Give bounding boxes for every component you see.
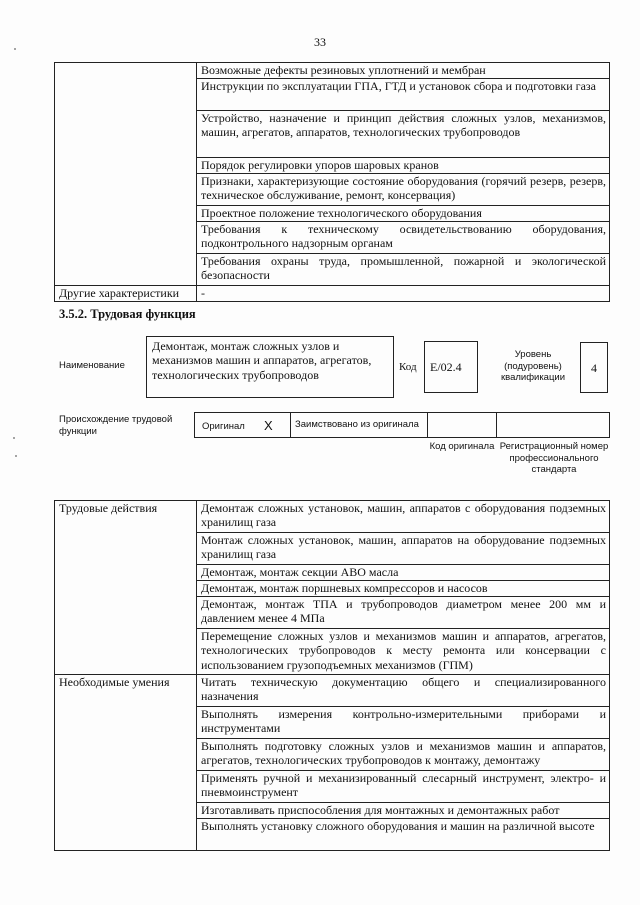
page-number: 33 xyxy=(314,35,326,49)
table-row: Требования к техническому освидетельствованию оборудования, подконтрольного надзорным органам xyxy=(197,222,610,254)
table-row: Проектное положение технологического оборудования xyxy=(197,206,610,222)
level-label: Уровень (подуровень) квалификации xyxy=(500,349,566,383)
reg-number-caption: Регистрационный номер профессионального стандарта xyxy=(499,441,609,475)
original-mark: X xyxy=(264,418,273,433)
origin-label: Происхождение трудовой функции xyxy=(59,414,173,437)
table-row: Выполнять подготовку сложных узлов и механизмов машин и аппаратов, агрегатов, технологических трубопроводов к монтажу, демонтажу xyxy=(197,739,610,771)
table-row: Применять ручной и механизированный слесарный инструмент, электро- и пневмоинструмент xyxy=(197,771,610,803)
table-row: Демонтаж сложных установок, машин, аппаратов с оборудования подземных хранилищ газа xyxy=(197,501,610,533)
other-characteristics-value: - xyxy=(197,286,610,302)
table-row: Читать техническую документацию общего и специализированного назначения xyxy=(197,675,610,707)
scan-speck xyxy=(15,455,17,457)
reg-number-box xyxy=(496,412,610,438)
table-row: Монтаж сложных установок, машин, аппаратов на оборудование подземных хранилищ газа xyxy=(197,533,610,565)
group-label: Необходимые умения xyxy=(55,675,197,851)
scan-speck xyxy=(14,48,16,50)
code-original-caption: Код оригинала xyxy=(429,441,495,452)
table-row: Инструкции по эксплуатации ГПА, ГТД и установок сбора и подготовки газа xyxy=(197,79,610,111)
table-row: Порядок регулировки упоров шаровых кранов xyxy=(197,158,610,174)
table-row: Демонтаж, монтаж ТПА и трубопроводов диаметром менее 200 мм и давлением менее 4 МПа xyxy=(197,597,610,629)
empty-label-cell xyxy=(55,63,197,286)
table-row: Перемещение сложных узлов и механизмов машин и аппаратов, агрегатов, технологических трубопроводов к месту ремонта или консервации с использованием грузоподъемных механизмов (ГПМ) xyxy=(197,629,610,675)
other-characteristics-label: Другие характеристики xyxy=(55,286,197,302)
borrowed-label: Заимствовано из оригинала xyxy=(295,419,419,430)
scan-speck xyxy=(13,437,15,439)
table-row: Требования охраны труда, промышленной, пожарной и экологической безопасности xyxy=(197,254,610,286)
table-row: Изготавливать приспособления для монтажных и демонтажных работ xyxy=(197,803,610,819)
borrowed-box xyxy=(290,412,428,438)
level-value: 4 xyxy=(580,342,608,393)
labor-function-table xyxy=(54,500,610,851)
original-label: Оригинал xyxy=(202,421,245,432)
table-row: Демонтаж, монтаж секции АВО масла xyxy=(197,565,610,581)
code-label: Код xyxy=(399,361,417,373)
knowledge-table xyxy=(54,62,610,302)
function-name-value: Демонтаж, монтаж сложных узлов и механизмов машин и аппаратов, агрегатов, технологических трубопроводов xyxy=(146,336,394,398)
original-box xyxy=(194,412,291,438)
table-row: Признаки, характеризующие состояние оборудования (горячий резерв, резерв, техническое обслуживание, ремонт, консервация) xyxy=(197,174,610,206)
table-row: Демонтаж, монтаж поршневых компрессоров и насосов xyxy=(197,581,610,597)
group-label: Трудовые действия xyxy=(55,501,197,675)
name-label: Наименование xyxy=(59,360,125,371)
table-row: Выполнять установку сложного оборудования и машин на различной высоте xyxy=(197,819,610,851)
table-row: Устройство, назначение и принцип действия сложных узлов, механизмов, машин, агрегатов, аппаратов, технологических трубопроводов xyxy=(197,111,610,158)
code-value: E/02.4 xyxy=(424,341,478,393)
table-row: Возможные дефекты резиновых уплотнений и мембран xyxy=(197,63,610,79)
code-original-box xyxy=(427,412,497,438)
table-row: Выполнять измерения контрольно-измерительными приборами и инструментами xyxy=(197,707,610,739)
section-title: 3.5.2. Трудовая функция xyxy=(59,307,196,321)
